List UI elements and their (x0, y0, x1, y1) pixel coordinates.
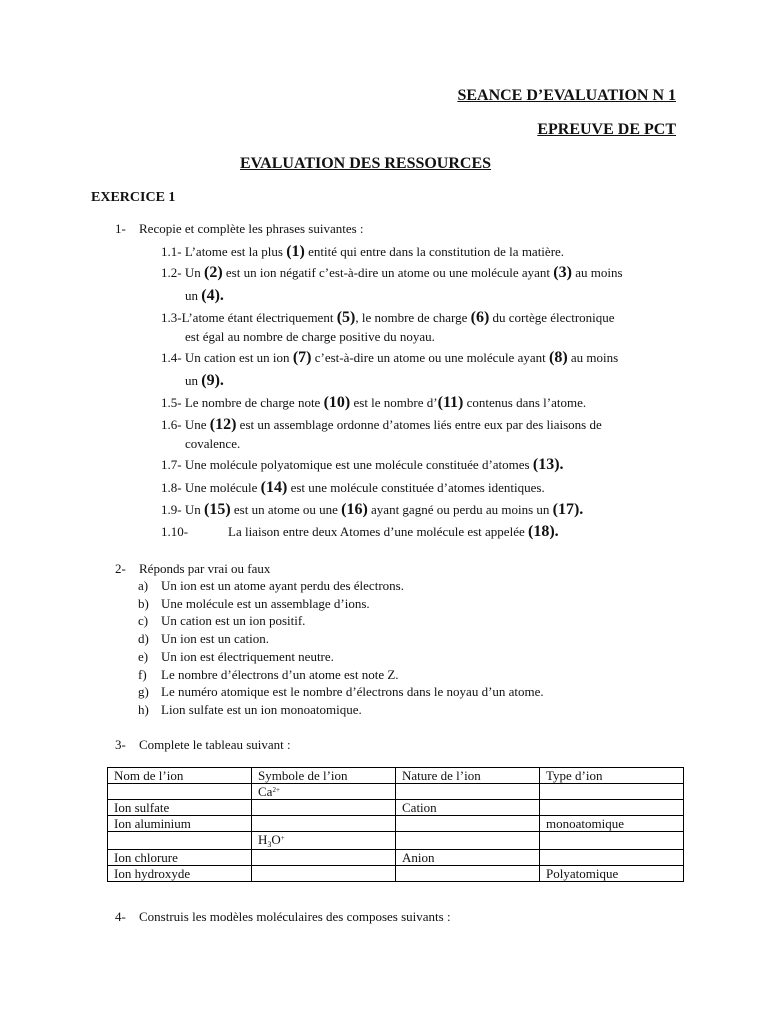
table-cell (540, 800, 684, 816)
item-1-4 (161, 349, 618, 366)
table-cell: Ion hydroxyde (108, 866, 252, 882)
question-2-text: Réponds par vrai ou faux (139, 561, 271, 576)
question-4-text: Construis les modèles moléculaires des composes suivants : (139, 909, 451, 924)
epreuve-title: EPREUVE DE PCT (537, 121, 676, 138)
tf-text: Un ion est un atome ayant perdu des électrons. (161, 578, 404, 593)
item-1-2-cont (185, 287, 224, 304)
table-header-row (108, 768, 684, 784)
table-cell (540, 784, 684, 800)
table-cell: Polyatomique (540, 866, 684, 882)
tf-text: Un ion est électriquement neutre. (161, 649, 334, 664)
table-cell: Cation (396, 800, 540, 816)
question-1-text: Recopie et complète les phrases suivantes : (139, 221, 364, 236)
question-4-number: 4- (115, 909, 126, 924)
table-cell (108, 832, 252, 850)
blank-18: (18). (527, 523, 559, 540)
item-1-9 (161, 501, 583, 518)
item-text: Une (184, 417, 210, 432)
table-cell (396, 784, 540, 800)
tf-text: Un ion est un cation. (161, 631, 269, 646)
tf-text: Le numéro atomique est le nombre d’électrons dans le noyau d’un atome. (161, 684, 544, 699)
item-1-5 (161, 394, 586, 411)
item-number: 1.9- (161, 502, 182, 517)
item-text: est un atome ou une (230, 502, 342, 517)
item-text: est un ion négatif c’est-à-dire un atome ou une molécule ayant (222, 265, 554, 280)
table-cell-symbol (252, 784, 396, 800)
item-1-7 (161, 456, 564, 473)
seance-title: SEANCE D’EVALUATION N 1 (457, 87, 676, 104)
symbol-index: 3 (267, 840, 272, 849)
table-cell: monoatomique (540, 816, 684, 832)
item-number: 1.1- (161, 244, 182, 259)
table-cell (252, 850, 396, 866)
item-text: est une molécule constituée d’atomes identiques. (287, 480, 545, 495)
blank-17: (17). (552, 501, 584, 518)
question-3-number: 3- (115, 737, 126, 752)
table-row (108, 850, 684, 866)
item-text: entité qui entre dans la constitution de la matière. (304, 244, 565, 259)
tf-item (138, 648, 334, 665)
blank-6: (6) (470, 309, 490, 326)
item-text: , le nombre de charge (355, 310, 471, 325)
blank-14: (14) (260, 479, 288, 496)
item-number: 1.7- (161, 457, 182, 472)
item-text: un (185, 288, 202, 303)
item-1-2 (161, 264, 623, 281)
item-text: Une molécule (184, 480, 261, 495)
tf-letter: d) (138, 631, 149, 646)
item-text: un (185, 373, 202, 388)
item-text: au moins (571, 265, 623, 280)
table-cell: Anion (396, 850, 540, 866)
table-cell-symbol (252, 832, 396, 850)
tf-letter: h) (138, 702, 149, 717)
item-number: 1.3- (161, 310, 182, 325)
item-text: L’atome est la plus (184, 244, 287, 259)
table-row (108, 832, 684, 850)
evaluation-title: EVALUATION DES RESSOURCES (240, 155, 492, 172)
table-cell (252, 800, 396, 816)
item-1-1 (161, 243, 564, 260)
question-1 (115, 221, 364, 237)
symbol-base: H (258, 832, 268, 847)
table-cell (396, 816, 540, 832)
item-1-3 (161, 309, 615, 326)
tf-text: Lion sulfate est un ion monoatomique. (161, 702, 362, 717)
table-cell: Ion sulfate (108, 800, 252, 816)
tf-letter: g) (138, 684, 149, 699)
question-1-number: 1- (115, 221, 126, 236)
table-cell (108, 784, 252, 800)
item-text: La liaison entre deux Atomes d’une molécule est appelée (228, 524, 528, 539)
question-4 (115, 909, 451, 925)
blank-16: (16) (341, 501, 368, 518)
tf-letter: b) (138, 596, 149, 611)
tf-item (138, 701, 362, 718)
table-cell (396, 832, 540, 850)
item-text: est un assemblage ordonne d’atomes liés entre eux par des liaisons de (236, 417, 602, 432)
tf-text: Une molécule est un assemblage d’ions. (161, 596, 370, 611)
table-row (108, 784, 684, 800)
tf-item (138, 612, 305, 629)
item-text: covalence. (185, 436, 241, 451)
blank-11: (11) (437, 394, 464, 411)
tf-item (138, 595, 370, 612)
table-header-cell: Nature de l’ion (396, 768, 540, 784)
ion-table (107, 767, 684, 882)
blank-10: (10) (323, 394, 351, 411)
item-text: contenus dans l’atome. (463, 395, 587, 410)
item-number: 1.8- (161, 480, 182, 495)
table-cell: Ion aluminium (108, 816, 252, 832)
table-cell (540, 832, 684, 850)
item-text: du cortège électronique (489, 310, 615, 325)
item-text: c’est-à-dire un atome ou une molécule ayant (311, 350, 549, 365)
table-cell (540, 850, 684, 866)
item-text: Un (184, 502, 204, 517)
item-number: 1.5- (161, 395, 182, 410)
table-cell (252, 816, 396, 832)
tf-text: Un cation est un ion positif. (161, 613, 306, 628)
item-number: 1.2- (161, 265, 182, 280)
symbol-base: O (271, 832, 281, 847)
tf-item (138, 683, 544, 700)
table-row (108, 800, 684, 816)
item-1-4-cont (185, 372, 224, 389)
blank-3: (3) (553, 264, 572, 281)
question-2 (115, 561, 270, 577)
blank-12: (12) (209, 416, 237, 433)
blank-2: (2) (203, 264, 223, 281)
item-text: est le nombre d’ (350, 395, 438, 410)
tf-letter: c) (138, 613, 149, 628)
item-number: 1.10- (161, 524, 189, 539)
item-1-6 (161, 416, 602, 433)
tf-letter: f) (138, 667, 147, 682)
tf-item (138, 630, 269, 647)
item-text: Une molécule polyatomique est une molécule constituée d’atomes (184, 457, 533, 472)
blank-4: (4). (201, 287, 224, 304)
item-1-10 (161, 523, 559, 540)
item-text: L’atome étant électriquement (181, 310, 337, 325)
item-text: est égal au nombre de charge positive du noyau. (185, 329, 435, 344)
item-text: ayant gagné ou perdu au moins un (367, 502, 553, 517)
item-text: Le nombre de charge note (184, 395, 324, 410)
table-header-cell: Type d’ion (540, 768, 684, 784)
tf-letter: a) (138, 578, 149, 593)
question-3 (115, 737, 291, 753)
table-header-cell: Symbole de l’ion (252, 768, 396, 784)
table-row (108, 816, 684, 832)
item-1-3-cont (185, 328, 435, 345)
item-number: 1.4- (161, 350, 182, 365)
table-cell (396, 866, 540, 882)
symbol-charge: 2+ (272, 786, 280, 794)
question-2-number: 2- (115, 561, 126, 576)
tf-item (138, 577, 404, 594)
blank-5: (5) (336, 309, 356, 326)
item-number: 1.6- (161, 417, 182, 432)
item-text: Un cation est un ion (184, 350, 293, 365)
blank-15: (15) (203, 501, 231, 518)
item-1-6-cont (185, 435, 240, 452)
symbol-charge: + (280, 834, 285, 842)
tf-letter: e) (138, 649, 149, 664)
blank-9: (9). (201, 372, 224, 389)
table-cell (252, 866, 396, 882)
table-cell: Ion chlorure (108, 850, 252, 866)
blank-8: (8) (548, 349, 568, 366)
symbol-base: Ca (258, 784, 273, 799)
item-1-8 (161, 479, 545, 496)
blank-1: (1) (286, 243, 305, 260)
blank-7: (7) (292, 349, 312, 366)
tf-item (138, 666, 399, 683)
item-text: Un (184, 265, 204, 280)
exercise-title: EXERCICE 1 (91, 190, 176, 205)
tf-text: Le nombre d’électrons d’un atome est note Z. (161, 667, 399, 682)
item-text: au moins (567, 350, 619, 365)
table-header-cell: Nom de l’ion (108, 768, 252, 784)
question-3-text: Complete le tableau suivant : (139, 737, 291, 752)
blank-13: (13). (532, 456, 564, 473)
table-row (108, 866, 684, 882)
